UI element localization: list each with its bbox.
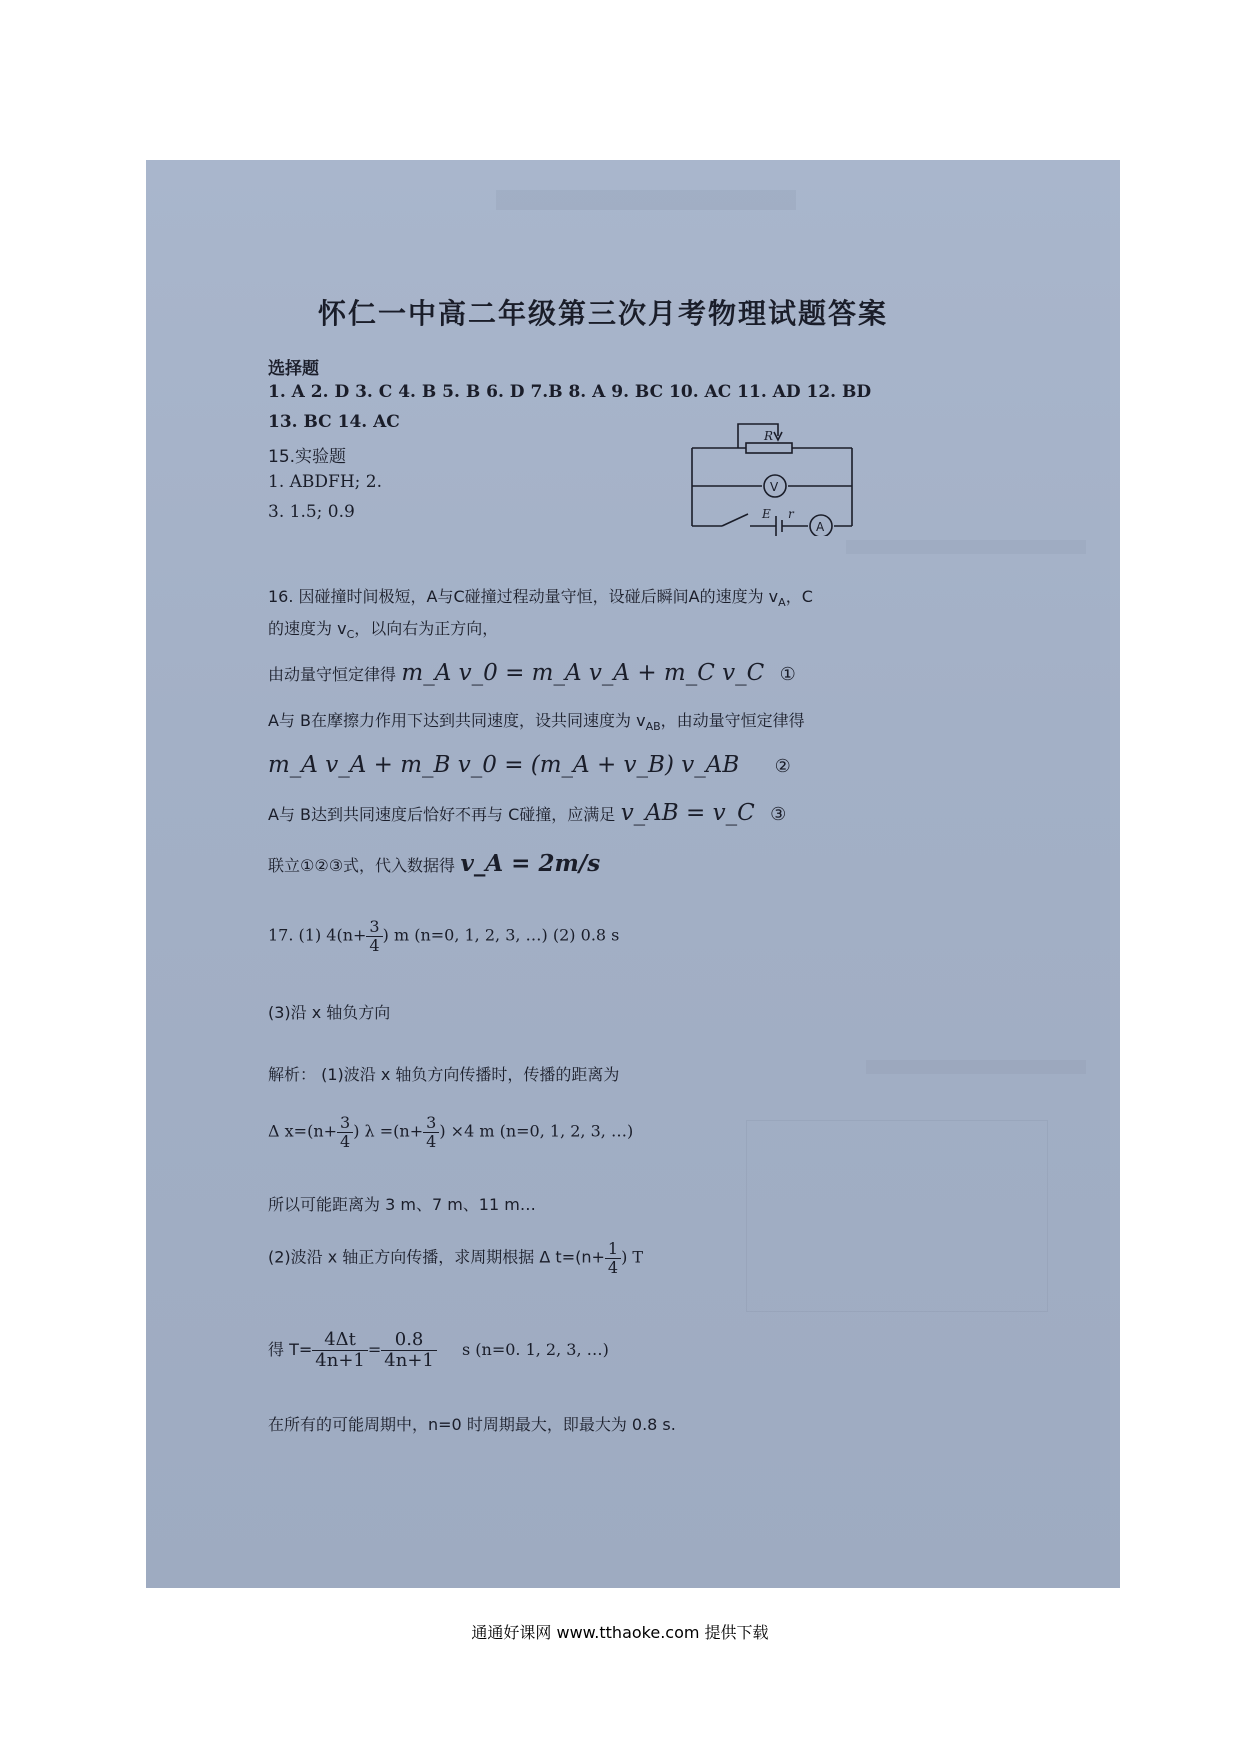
lab-answer-2: 3. 1.5; 0.9	[268, 502, 355, 522]
q16-mark3: ③	[770, 804, 787, 825]
q16-line2-text: 的速度为 v	[268, 619, 347, 638]
q17-dx-b: ) λ =(n+	[353, 1121, 424, 1141]
q16-line2-tail: ，以向右为正方向，	[354, 619, 499, 638]
q17-t-den1: 4n+1	[315, 1349, 365, 1371]
q17-dx-frac1-num: 3	[337, 1114, 353, 1133]
q16-line1	[268, 584, 813, 609]
q17-dx-frac-1	[337, 1114, 353, 1150]
q17-fraction	[366, 918, 382, 954]
q17-final: 在所有的可能周期中，n=0 时周期最大，即最大为 0.8 s.	[268, 1415, 676, 1434]
page-title: 怀仁一中高二年级第三次月考物理试题答案	[318, 297, 889, 330]
q17-frac-den: 4	[369, 935, 380, 955]
q17-analysis: 解析： (1)波沿 x 轴负方向传播时，传播的距离为	[268, 1065, 620, 1084]
q16-equation-3	[268, 800, 786, 826]
q16-line1-tail: ，C	[785, 587, 813, 606]
choice-answers-2: 13. BC 14. AC	[268, 412, 400, 432]
q17-dx-c: ) ×4 m (n=0, 1, 2, 3, …)	[439, 1121, 634, 1141]
q16-line4-sub: AB	[645, 720, 661, 734]
q17-t-suffix: s (n=0. 1, 2, 3, …)	[461, 1339, 609, 1359]
section-choice: 选择题	[268, 359, 319, 379]
q16-line4	[268, 708, 805, 733]
q16-line1-sub: A	[778, 596, 786, 610]
q17-ans-prefix: 17. (1) 4(n+	[268, 925, 367, 945]
q17-distance-formula	[268, 1114, 633, 1150]
q17-t-frac-1	[312, 1330, 368, 1371]
q17-dx-frac2-num: 3	[423, 1114, 439, 1133]
q17-answer-3: (3)沿 x 轴负方向	[268, 1003, 391, 1022]
q17-p2-frac	[605, 1240, 621, 1276]
q16-eq4: v_A = 2m/s	[460, 850, 601, 877]
q16-eq1-label: 由动量守恒定律得	[268, 665, 397, 684]
circuit-label-e: E	[762, 507, 771, 521]
q17-possible-distances: 所以可能距离为 3 m、7 m、11 m…	[268, 1195, 536, 1214]
q16-line2-sub: C	[346, 628, 355, 642]
q17-t-num2: 0.8	[381, 1330, 437, 1351]
q16-line4-tail: ，由动量守恒定律得	[660, 711, 805, 730]
choice-answers-1: 1. A 2. D 3. C 4. B 5. B 6. D 7.B 8. A 9. BC 10. AC 11. AD 12. BD	[268, 382, 872, 402]
q17-ans-suffix: ) m (n=0, 1, 2, 3, …) (2) 0.8 s	[382, 925, 620, 945]
circuit-label-a: A	[816, 520, 825, 534]
footer-credit: 通通好课网 www.tthaoke.com 提供下载	[471, 1623, 769, 1642]
bleed-through-mark	[866, 1060, 1086, 1074]
q16-eq4-label: 联立①②③式，代入数据得	[268, 856, 456, 875]
q16-line2	[268, 616, 498, 641]
q17-t-den2: 4n+1	[384, 1349, 434, 1371]
q17-t-prefix: 得 T=	[268, 1339, 313, 1359]
q16-eq2: m_A v_A + m_B v_0 = (m_A + v_B) v_AB	[268, 752, 740, 778]
q17-dx-a: Δ x=(n+	[268, 1121, 338, 1141]
q17-p2-den: 4	[607, 1257, 619, 1277]
q17-dx-frac-2	[423, 1114, 439, 1150]
q16-equation-4	[268, 850, 600, 877]
q16-line4-text: A与 B在摩擦力作用下达到共同速度，设共同速度为 v	[268, 711, 646, 730]
circuit-label-v: V	[770, 480, 779, 494]
q17-t-frac-2	[381, 1330, 437, 1371]
q16-mark1: ①	[779, 664, 796, 685]
q16-equation-1	[268, 660, 796, 686]
q16-equation-2	[268, 752, 791, 778]
q17-period-formula	[268, 1330, 609, 1371]
q16-line1-text: 16. 因碰撞时间极短，A与C碰撞过程动量守恒，设碰后瞬间A的速度为 v	[268, 587, 779, 606]
bleed-through-mark	[846, 540, 1086, 554]
q16-mark2: ②	[774, 756, 791, 777]
q17-p2-prefix: (2)波沿 x 轴正方向传播，求周期根据 Δ t=(n+	[268, 1247, 605, 1267]
q17-answer-1	[268, 918, 619, 954]
document-photo	[146, 160, 1120, 1588]
q16-eq3: v_AB = v_C	[620, 800, 755, 826]
q17-frac-num: 3	[366, 918, 382, 937]
q17-dx-frac2-den: 4	[426, 1131, 437, 1151]
q17-dx-frac1-den: 4	[340, 1131, 351, 1151]
q17-t-eq: =	[367, 1339, 382, 1359]
lab-answer-1: 1. ABDFH; 2.	[268, 472, 382, 492]
q17-part2	[268, 1240, 643, 1276]
circuit-diagram	[682, 406, 862, 536]
q16-eq1: m_A v_0 = m_A v_A + m_C v_C	[401, 660, 765, 686]
q17-p2-num: 1	[605, 1240, 621, 1259]
circuit-label-r: R	[764, 429, 774, 443]
bleed-through-mark	[496, 190, 796, 210]
bleed-through-mark	[746, 1120, 1048, 1312]
circuit-label-r-internal: r	[788, 507, 794, 521]
q17-t-num1: 4Δt	[312, 1330, 368, 1351]
q17-p2-suffix: ) T	[621, 1247, 644, 1267]
section-lab: 15.实验题	[268, 447, 347, 467]
q16-eq3-label: A与 B达到共同速度后恰好不再与 C碰撞，应满足	[268, 805, 616, 824]
